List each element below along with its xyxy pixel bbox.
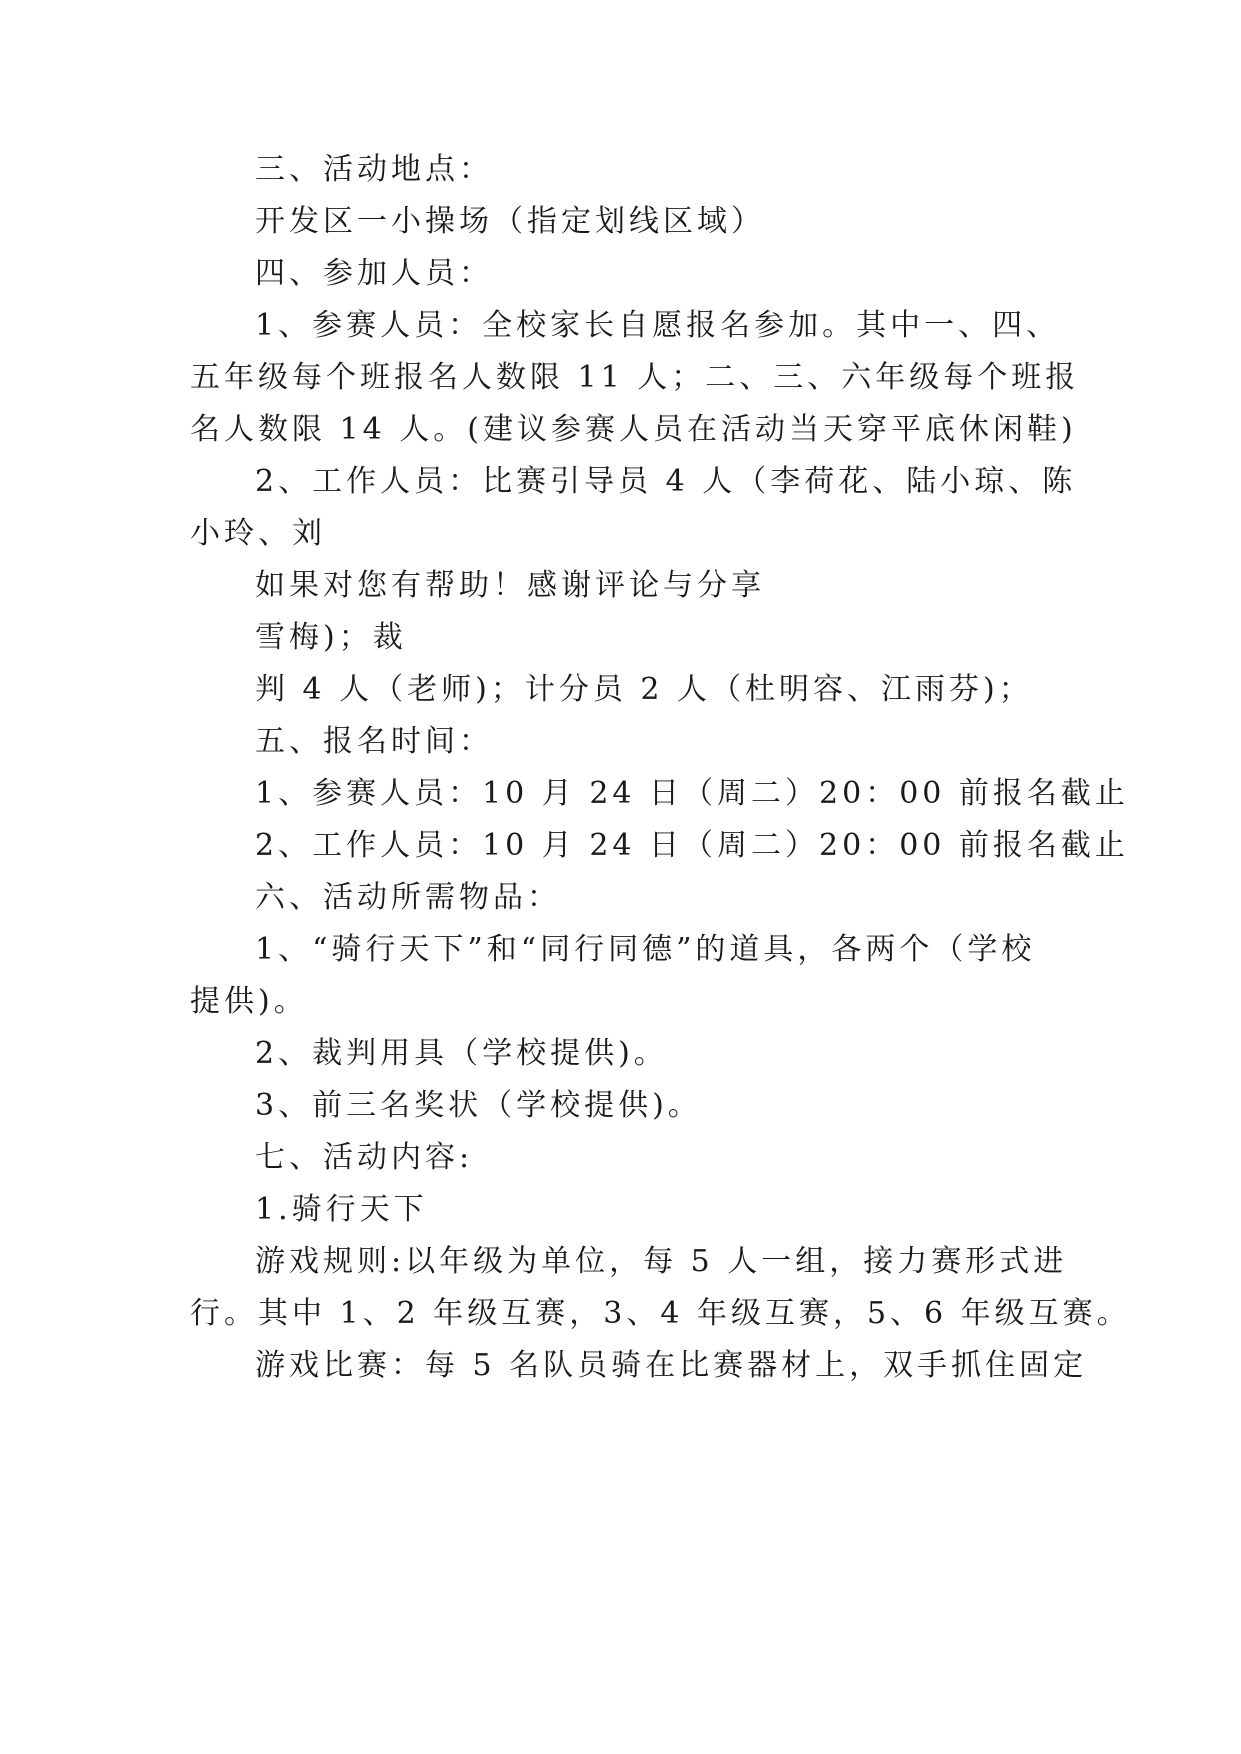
text-line: 2、工作人员：10 月 24 日（周二）20：00 前报名截止 (255, 828, 1129, 863)
text-line: 2、裁判用具（学校提供)。 (255, 1036, 668, 1071)
text-line: 小玲、刘 (190, 516, 326, 551)
text-line: 名人数限 14 人。(建议参赛人员在活动当天穿平底休闲鞋) (190, 412, 1077, 447)
heading-materials: 六、活动所需物品： (255, 880, 561, 915)
text-line: 提供)。 (190, 984, 308, 1019)
heading-venue: 三、活动地点： (255, 152, 493, 187)
text-line: 游戏规则:以年级为单位，每 5 人一组，接力赛形式进 (255, 1244, 1068, 1279)
heading-content: 七、活动内容: (255, 1140, 474, 1175)
text-line: 3、前三名奖状（学校提供)。 (255, 1088, 702, 1123)
text-line: 开发区一小操场（指定划线区域） (255, 204, 765, 239)
heading-registration-time: 五、报名时间： (255, 724, 493, 759)
text-line: 1、参赛人员：10 月 24 日（周二）20：00 前报名截止 (255, 776, 1129, 811)
text-line: 行。其中 1、2 年级互赛，3、4 年级互赛，5、6 年级互赛。 (190, 1296, 1131, 1331)
text-line: 1、参赛人员：全校家长自愿报名参加。其中一、四、 (255, 308, 1061, 343)
text-line: 判 4 人（老师)；计分员 2 人（杜明容、江雨芬)； (255, 672, 1033, 707)
text-line: 1、“骑行天下”和“同行同德”的道具，各两个（学校 (255, 932, 1036, 967)
heading-participants: 四、参加人员： (255, 256, 493, 291)
text-line: 五年级每个班报名人数限 11 人；二、三、六年级每个班报 (190, 360, 1080, 395)
text-line: 2、工作人员：比赛引导员 4 人（李荷花、陆小琼、陈 (255, 464, 1077, 499)
text-line: 游戏比赛：每 5 名队员骑在比赛器材上，双手抓住固定 (255, 1348, 1088, 1383)
text-line: 1.骑行天下 (255, 1192, 428, 1227)
text-line: 雪梅)；裁 (255, 620, 407, 655)
text-line: 如果对您有帮助！感谢评论与分享 (255, 568, 765, 603)
